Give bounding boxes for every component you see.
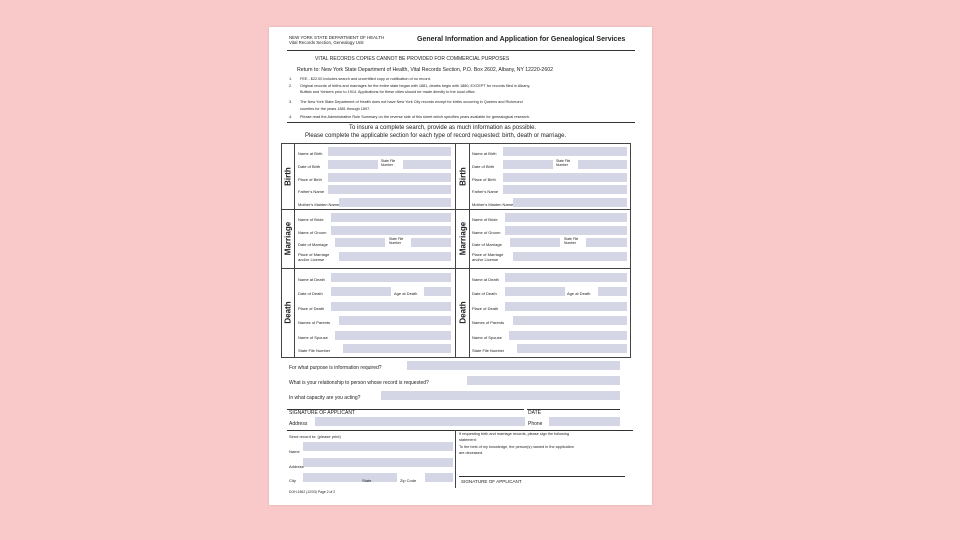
signature-label: SIGNATURE OF APPLICANT: [289, 410, 356, 416]
death-state-file-label: State File Number: [472, 348, 505, 353]
death-date-field[interactable]: [331, 287, 391, 296]
form-id: DOH-1562 (12/03) Page 2 of 2: [289, 490, 336, 494]
bottom-center-divider: [455, 430, 456, 488]
birth-name-field[interactable]: [328, 147, 451, 156]
death-name-label: Name at Death: [298, 277, 325, 282]
send-record-top-field[interactable]: [303, 442, 453, 451]
marriage-license-label: and/or License: [298, 257, 325, 262]
send-city-label: City: [289, 478, 296, 483]
marriage-state-file-field-2[interactable]: [586, 238, 627, 247]
bottom-divider: [287, 430, 633, 431]
death-state-file-label: State File Number: [298, 348, 331, 353]
marriage-state-file-label: State File Number: [389, 237, 404, 245]
birth-mother-field[interactable]: [339, 198, 451, 207]
relationship-field[interactable]: [467, 376, 620, 385]
birth-father-field[interactable]: [328, 185, 451, 194]
statement-line-2: statement:: [459, 438, 477, 442]
death-state-file-field-2[interactable]: [517, 344, 627, 353]
birth-date-label: Date of Birth: [472, 164, 495, 169]
marriage-place-field-2[interactable]: [513, 252, 627, 261]
death-parents-field-2[interactable]: [513, 316, 627, 325]
grid-divider-marriage-death: [281, 268, 631, 269]
instruction-text: FEE - $22.00 includes search and uncertified copy or notification of no record.: [300, 77, 431, 81]
send-record-title: Send record to: (please print): [289, 434, 341, 439]
grid-center-divider: [455, 143, 456, 358]
department-name: NEW YORK STATE DEPARTMENT OF HEALTH: [289, 35, 385, 40]
grid-divider-birth-marriage: [281, 209, 631, 210]
death-age-field-2[interactable]: [598, 287, 627, 296]
death-place-label: Place of Death: [298, 306, 325, 311]
insure-line-1: To insure a complete search, provide as much information as possible.: [349, 125, 537, 131]
send-state-label: State: [362, 478, 372, 483]
statement-line-3: To the best of my knowledge, the person(s) named in the application: [459, 445, 574, 449]
send-state-field[interactable]: [375, 473, 397, 482]
death-spouse-label: Name of Spouse: [298, 335, 328, 340]
return-address: Return to: New York State Department of Health, Vital Records Section, P.O. Box 2602, Albany, NY 12220-2602: [297, 67, 553, 73]
marriage-date-field[interactable]: [335, 238, 385, 247]
birth-section-label-left: Birth: [283, 167, 293, 186]
death-age-label: Age at Death: [394, 291, 418, 296]
instruction-text: Buffalo and Yonkers prior to 1914. Applications for these cities should be made directly to the local office.: [300, 90, 476, 94]
instruction-text: The New York State Department of Health does not have New York City records except for births occurring in Queens and Richmond: [300, 100, 523, 104]
marriage-date-field-2[interactable]: [510, 238, 560, 247]
death-parents-label: Names of Parents: [298, 320, 331, 325]
birth-mother-label: Mother's Maiden Name: [472, 202, 514, 207]
death-date-label: Date of Death: [298, 291, 323, 296]
instruction-text: counties for the years 1881 through 1897.: [300, 107, 371, 111]
instruction-num: 1.: [289, 77, 293, 81]
send-zip-field[interactable]: [425, 473, 453, 482]
death-parents-field[interactable]: [339, 316, 451, 325]
instructions-divider: [287, 122, 635, 123]
death-date-label: Date of Death: [472, 291, 497, 296]
birth-state-file-label: State File Number: [556, 159, 571, 167]
death-name-field-2[interactable]: [505, 273, 627, 282]
address-label: Address: [289, 421, 308, 427]
birth-mother-label: Mother's Maiden Name: [298, 202, 340, 207]
marriage-groom-label: Name of Groom: [298, 230, 327, 235]
instruction-text: Please read the Administrative Rule Summary on the reverse side of this sheet which specifies years available for genealogical research.: [300, 115, 531, 119]
death-section-label-left: Death: [283, 301, 293, 324]
death-section-label-right: Death: [458, 301, 468, 324]
send-name-field[interactable]: [303, 458, 453, 467]
marriage-section-label-left: Marriage: [283, 221, 293, 256]
birth-mother-field-2[interactable]: [513, 198, 627, 207]
birth-name-label: Name at Birth: [472, 151, 497, 156]
phone-label: Phone: [528, 421, 543, 427]
birth-date-field[interactable]: [328, 160, 378, 169]
grid-right-label-divider: [469, 143, 470, 358]
commercial-notice: VITAL RECORDS COPIES CANNOT BE PROVIDED FOR COMMERCIAL PURPOSES: [315, 56, 510, 62]
instruction-text: Original records of births and marriages for the entire state began with 1881, deaths begin with 1880, EXCEPT for records filed in Albany,: [300, 84, 531, 88]
purpose-field[interactable]: [407, 361, 620, 370]
instruction-num: 3.: [289, 100, 293, 104]
marriage-bride-label: Name of Bride: [298, 217, 324, 222]
death-state-file-field[interactable]: [343, 344, 451, 353]
insure-line-2: Please complete the applicable section for each type of record requested: birth, death or marriage.: [305, 133, 567, 139]
birth-place-label: Place of Birth: [298, 177, 322, 182]
date-label: DATE: [528, 410, 541, 416]
birth-place-label: Place of Birth: [472, 177, 496, 182]
application-form-page: [269, 27, 652, 505]
birth-father-label: Father's Name: [472, 189, 499, 194]
birth-place-field[interactable]: [328, 173, 451, 182]
birth-place-field-2[interactable]: [503, 173, 627, 182]
death-name-field[interactable]: [331, 273, 451, 282]
marriage-date-label: Date of Marriage: [472, 242, 502, 247]
instruction-num: 2.: [289, 84, 293, 88]
birth-state-file-field-2[interactable]: [578, 160, 627, 169]
address-field[interactable]: [315, 417, 525, 426]
marriage-date-label: Date of Marriage: [298, 242, 328, 247]
capacity-question: In what capacity are you acting?: [289, 395, 361, 401]
marriage-place-field[interactable]: [339, 252, 451, 261]
purpose-question: For what purpose is information required?: [289, 365, 382, 371]
marriage-groom-field[interactable]: [331, 226, 451, 235]
send-zip-label: Zip Code: [400, 478, 417, 483]
birth-name-label: Name at Birth: [298, 151, 323, 156]
marriage-place-label: Place of Marriage: [472, 252, 504, 257]
marriage-section-label-right: Marriage: [458, 221, 468, 256]
marriage-bride-label: Name of Bride: [472, 217, 498, 222]
birth-date-label: Date of Birth: [298, 164, 321, 169]
grid-left-label-divider: [294, 143, 295, 358]
death-date-field-2[interactable]: [505, 287, 565, 296]
capacity-field[interactable]: [381, 391, 620, 400]
department-section: Vital Records Section, Genealogy Unit: [289, 40, 364, 45]
birth-father-field-2[interactable]: [503, 185, 627, 194]
death-age-label: Age at Death: [567, 291, 591, 296]
marriage-groom-field-2[interactable]: [505, 226, 627, 235]
birth-section-label-right: Birth: [458, 167, 468, 186]
birth-date-field-2[interactable]: [503, 160, 553, 169]
phone-field[interactable]: [549, 417, 620, 426]
birth-state-file-field[interactable]: [403, 160, 451, 169]
marriage-groom-label: Name of Groom: [472, 230, 501, 235]
marriage-state-file-field[interactable]: [411, 238, 451, 247]
death-spouse-field[interactable]: [335, 331, 451, 340]
instruction-num: 4.: [289, 115, 293, 119]
marriage-bride-field-2[interactable]: [505, 213, 627, 222]
marriage-place-label: Place of Marriage: [298, 252, 330, 257]
marriage-bride-field[interactable]: [331, 213, 451, 222]
header-divider: [287, 50, 635, 51]
marriage-license-label: and/or License: [472, 257, 499, 262]
send-name-label: Name: [289, 449, 300, 454]
death-name-label: Name at Death: [472, 277, 499, 282]
statement-signature-line: [459, 476, 625, 477]
send-address-label: Address: [289, 464, 304, 469]
death-age-field[interactable]: [424, 287, 451, 296]
birth-father-label: Father's Name: [298, 189, 325, 194]
death-place-field-2[interactable]: [505, 302, 627, 311]
death-parents-label: Names of Parents: [472, 320, 505, 325]
relationship-question: What is your relationship to person whose record is requested?: [289, 380, 429, 386]
marriage-state-file-label: State File Number: [564, 237, 579, 245]
statement-line-4: are deceased.: [459, 451, 484, 455]
statement-signature-label: SIGNATURE OF APPLICANT: [461, 479, 522, 484]
death-spouse-field-2[interactable]: [509, 331, 627, 340]
form-title: General Information and Application for Genealogical Services: [417, 36, 626, 43]
death-spouse-label: Name of Spouse: [472, 335, 502, 340]
death-place-field[interactable]: [331, 302, 451, 311]
statement-line-1: If requesting birth and marriage records, please sign the following: [459, 432, 569, 436]
death-place-label: Place of Death: [472, 306, 499, 311]
birth-name-field-2[interactable]: [503, 147, 627, 156]
birth-state-file-label: State File Number: [381, 159, 396, 167]
